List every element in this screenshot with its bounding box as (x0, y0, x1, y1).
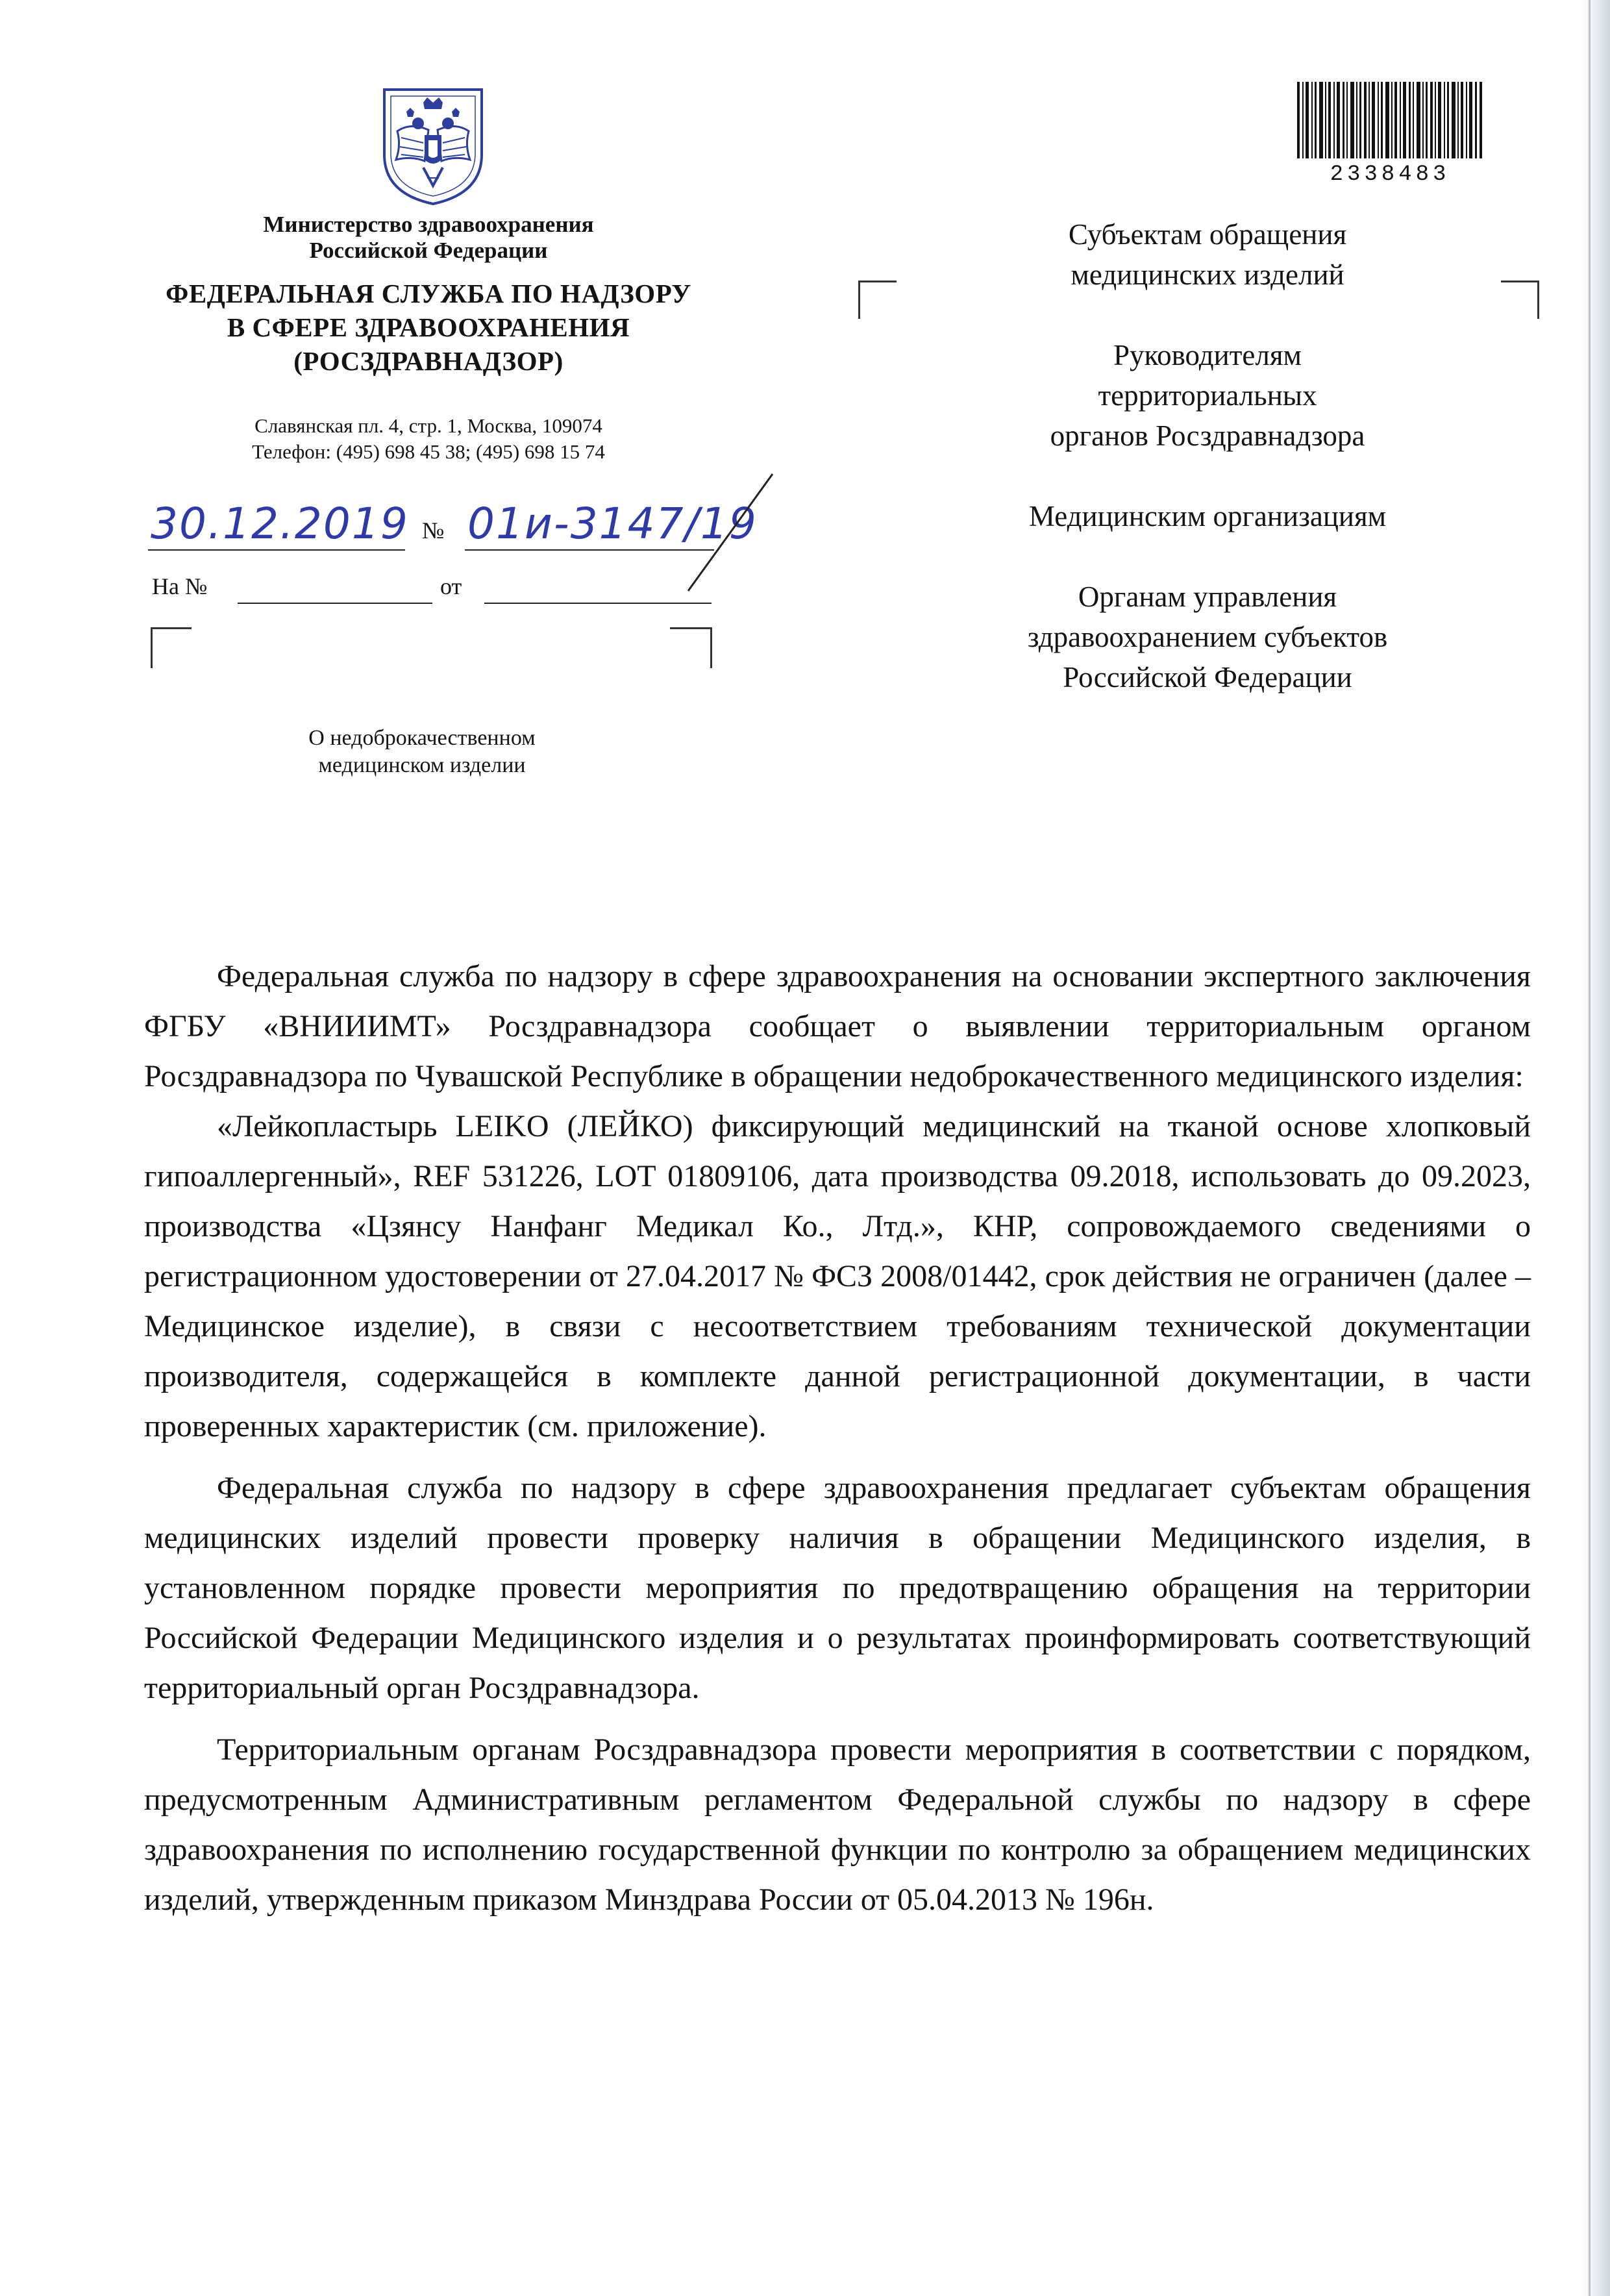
subject-line-2: медицинском изделии (318, 753, 526, 777)
scan-edge (1580, 0, 1610, 2296)
ministry-line-2: Российской Федерации (309, 238, 548, 263)
recipient-item (896, 577, 1519, 697)
from-underline (484, 603, 712, 604)
service-line-3: (РОСЗДРАВНАДЗОР) (293, 346, 564, 376)
recipient-line: Руководителям (1113, 339, 1302, 371)
barcode-number: 2338483 (1330, 162, 1450, 187)
body-paragraph-2: «Лейкопластырь LEIKO (ЛЕЙКО) фиксирующий медицинский на тканой основе хлопковый гипоаллергенный», REF 531226, LOT 01809106, дата производства 09.2018, использовать до 09.2023, производства «Цзянсу Нанфанг Медикал Ко., Лтд.», КНР, сопровождаемого сведениями о регистрационном удостоверении от 27.04.2017 № ФСЗ 2008/01442, срок действия не ограничен (далее – Медицинское изделие), в связи с несоответствием требованиям технической документации производителя, содержащейся в комплекте данной регистрационной документации, в части проверенных характеристик (см. приложение). (144, 1109, 1531, 1443)
address-block (182, 413, 675, 465)
address-line: Славянская пл. 4, стр. 1, Москва, 109074 (254, 414, 602, 437)
registration-date: 30.12.2019 (151, 499, 409, 549)
recipient-item (896, 496, 1519, 536)
ministry-line-1: Министерство здравоохранения (263, 212, 594, 237)
recipient-line: Медицинским организациям (1028, 500, 1387, 532)
phone-line: Телефон: (495) 698 45 38; (495) 698 15 74 (252, 440, 605, 463)
recipient-line: Органам управления (1078, 580, 1337, 613)
recipient-line: медицинских изделий (1071, 258, 1344, 291)
body-paragraph-4: Территориальным органам Росздравнадзора провести мероприятия в соответствии с порядком, предусмотренным Административным регламентом Федеральной службы по надзору в сфере здравоохранения по исполнению государственной функции по контролю за обращением медицинских изделий, утвержденным приказом Минздрава России от 05.04.2013 № 196н. (144, 1732, 1531, 1917)
coat-of-arms-icon (378, 83, 488, 206)
recipient-item (896, 335, 1519, 456)
letter-body (144, 951, 1531, 1936)
subject-bracket-right (670, 627, 712, 668)
recipients-block (896, 214, 1519, 738)
date-underline (148, 549, 405, 551)
service-line-1: ФЕДЕРАЛЬНАЯ СЛУЖБА ПО НАДЗОРУ (166, 279, 691, 308)
recipient-line: органов Росздравнадзора (1050, 419, 1365, 452)
scan-edge-line (1589, 0, 1591, 2296)
subject-line-1: О недоброкачественном (308, 726, 536, 750)
number-sign: № (422, 518, 445, 543)
subject-block (247, 725, 597, 779)
registration-number: 01и-3147/19 (467, 499, 758, 549)
recipient-line: Субъектам обращения (1068, 218, 1347, 251)
ministry-name (182, 212, 675, 264)
body-paragraph-3: Федеральная служба по надзору в сфере здравоохранения предлагает субъектам обращения медицинских изделий провести проверку наличия в обращении Медицинского изделия, в установленном порядке провести мероприятия по предотвращению обращения на территории Российской Федерации Медицинского изделия и о результатах проинформировать соответствующий территориальный орган Росздравнадзора. (144, 1471, 1531, 1705)
reply-to-label: На № (152, 573, 208, 599)
recipient-item (896, 214, 1519, 295)
from-label: от (440, 573, 462, 599)
service-name (136, 277, 721, 378)
body-paragraph-1: Федеральная служба по надзору в сфере здравоохранения на основании экспертного заключения ФГБУ «ВНИИИМТ» Росздравнадзора сообщает о выявлении территориальным органом Росздравнадзора по Чувашской Республике в обращении недоброкачественного медицинского изделия: (144, 959, 1531, 1093)
recipient-bracket-left (858, 281, 897, 319)
reply-to-underline (238, 603, 432, 604)
recipient-line: Российской Федерации (1063, 661, 1352, 693)
recipient-line: территориальных (1098, 379, 1317, 412)
barcode (1296, 82, 1484, 166)
number-slash-mark (675, 468, 792, 597)
service-line-2: В СФЕРЕ ЗДРАВООХРАНЕНИЯ (227, 312, 630, 342)
subject-bracket-left (151, 627, 192, 668)
recipient-line: здравоохранением субъектов (1027, 621, 1388, 653)
